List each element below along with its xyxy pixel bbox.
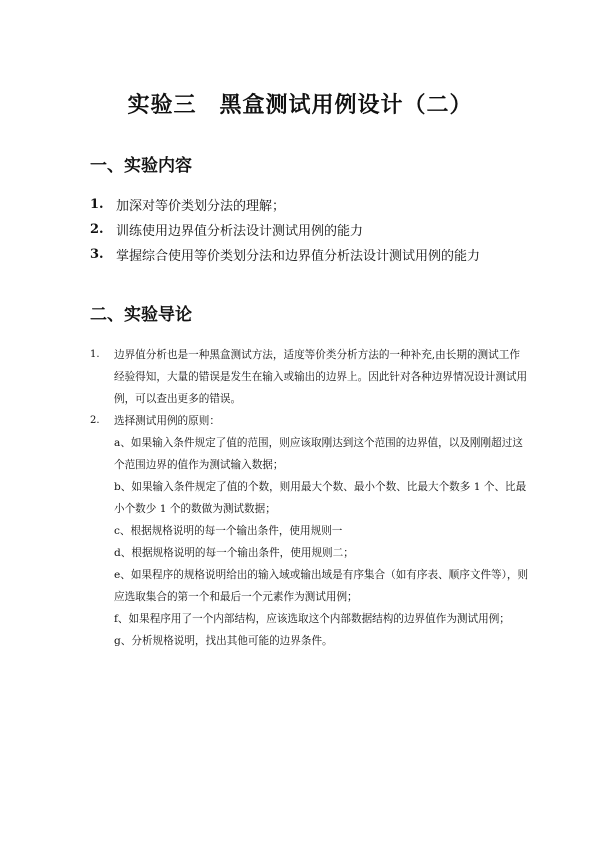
list-text: 训练使用边界值分析法设计测试用例的能力 [116,224,364,239]
page-title: 实验三 黑盒测试用例设计（二） [127,93,473,118]
list-text: 掌握综合使用等价类划分法和边界值分析法设计测试用例的能力 [116,249,481,264]
principle-item: g、分析规格说明，找出其他可能的边界条件。 [114,635,333,647]
section-heading-introduction: 二、实验导论 [90,305,192,325]
list-item [90,192,530,217]
list-item [90,410,530,432]
list-item [90,217,530,242]
principles-list [90,432,530,652]
list-number: 2. [90,415,100,426]
principle-item: c、根据规格说明的每一个输出条件，使用规则一 [114,525,343,537]
principle-item: a、如果输入条件规定了值的范围，则应该取刚达到这个范围的边界值，以及刚刚超过这个范围边界的值作为测试输入数据； [114,437,523,471]
list-number: 1. [90,349,100,360]
list-item [90,344,530,410]
list-item [90,242,530,267]
principle-item: f、如果程序用了一个内部结构，应该选取这个内部数据结构的边界值作为测试用例； [114,613,510,625]
introduction-body [90,344,530,652]
content-list [90,192,530,267]
paragraph: 边界值分析也是一种黑盒测试方法，适度等价类分析方法的一种补充,由长期的测试工作经验得知，大量的错误是发生在输入或输出的边界上。因此针对各种边界情况设计测试用例，可以查出更多的错误。 [114,349,528,405]
section-heading-content: 一、实验内容 [90,156,192,176]
list-number: 3. [90,247,104,262]
list-text: 加深对等价类划分法的理解； [116,199,286,214]
principle-item: b、如果输入条件规定了值的个数，则用最大个数、最小个数、比最大个数多 1 个、比最小个数少 1 个的数做为测试数据； [114,481,527,515]
list-number: 2. [90,222,104,237]
principle-item: e、如果程序的规格说明给出的输入域或输出域是有序集合（如有序表、顺序文件等），则应选取集合的第一个和最后一个元素作为测试用例； [114,569,529,603]
paragraph: 选择测试用例的原则： [114,415,220,427]
principle-item: d、根据规格说明的每一个输出条件，使用规则二； [114,547,354,559]
list-number: 1. [90,197,104,212]
